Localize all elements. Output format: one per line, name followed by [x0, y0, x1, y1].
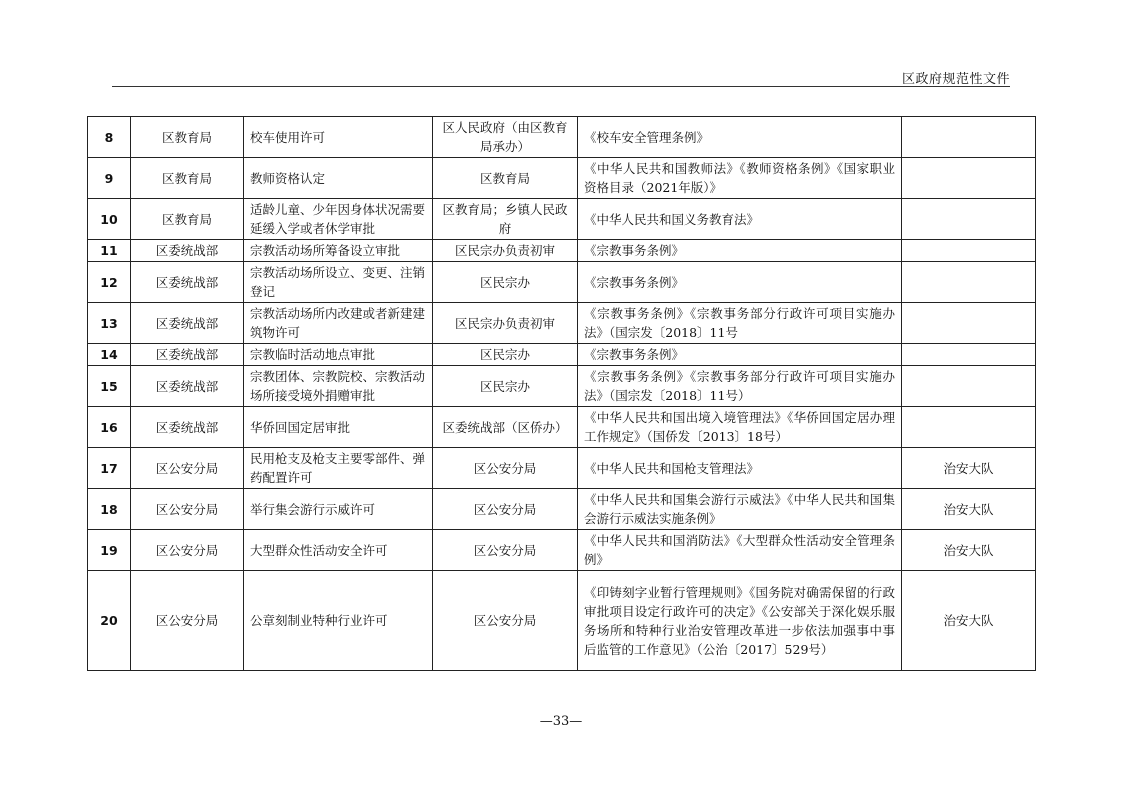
approval-authority-cell: 区民宗办: [433, 366, 578, 407]
permit-item-name-cell: 举行集会游行示威许可: [244, 489, 433, 530]
table-body: [88, 117, 1036, 671]
approval-authority-cell: 区民宗办负责初审: [433, 240, 578, 262]
remarks-cell: [902, 303, 1036, 344]
legal-basis-cell: 《印铸刻字业暂行管理规则》《国务院对确需保留的行政审批项目设定行政许可的决定》《公安部关于深化娱乐服务场所和特种行业治安管理改革进一步依法加强事中事后监管的工作意见》（公治〔2017〕529号）: [578, 571, 902, 671]
implementing-department-cell: 区委统战部: [131, 407, 244, 448]
permit-item-name-cell: 大型群众性活动安全许可: [244, 530, 433, 571]
remarks-cell: 治安大队: [902, 489, 1036, 530]
row-number-cell: 14: [88, 344, 131, 366]
permit-item-name-cell: 校车使用许可: [244, 117, 433, 158]
legal-basis-cell: 《中华人民共和国教师法》《教师资格条例》《国家职业资格目录（2021年版）》: [578, 158, 902, 199]
row-number-cell: 12: [88, 262, 131, 303]
implementing-department-cell: 区委统战部: [131, 262, 244, 303]
remarks-cell: [902, 199, 1036, 240]
permit-item-name-cell: 宗教活动场所内改建或者新建建筑物许可: [244, 303, 433, 344]
remarks-cell: [902, 240, 1036, 262]
header-divider: [112, 86, 1010, 87]
legal-basis-cell: 《宗教事务条例》《宗教事务部分行政许可项目实施办法》（国宗发〔2018〕11号: [578, 303, 902, 344]
remarks-cell: [902, 366, 1036, 407]
legal-basis-cell: 《中华人民共和国出境入境管理法》《华侨回国定居办理工作规定》（国侨发〔2013〕18号）: [578, 407, 902, 448]
table-row: [88, 199, 1036, 240]
row-number-cell: 13: [88, 303, 131, 344]
approval-authority-cell: 区民宗办负责初审: [433, 303, 578, 344]
permit-item-name-cell: 民用枪支及枪支主要零部件、弹药配置许可: [244, 448, 433, 489]
implementing-department-cell: 区委统战部: [131, 366, 244, 407]
legal-basis-cell: 《宗教事务条例》《宗教事务部分行政许可项目实施办法》（国宗发〔2018〕11号）: [578, 366, 902, 407]
row-number-cell: 16: [88, 407, 131, 448]
implementing-department-cell: 区委统战部: [131, 344, 244, 366]
row-number-cell: 10: [88, 199, 131, 240]
table-row: [88, 530, 1036, 571]
permit-item-name-cell: 适龄儿童、少年因身体状况需要延缓入学或者休学审批: [244, 199, 433, 240]
remarks-cell: [902, 158, 1036, 199]
document-header-title: 区政府规范性文件: [901, 72, 1010, 87]
approval-authority-cell: 区教育局；乡镇人民政府: [433, 199, 578, 240]
permit-item-name-cell: 公章刻制业特种行业许可: [244, 571, 433, 671]
permit-item-name-cell: 华侨回国定居审批: [244, 407, 433, 448]
table-row: [88, 117, 1036, 158]
legal-basis-cell: 《中华人民共和国消防法》《大型群众性活动安全管理条例》: [578, 530, 902, 571]
implementing-department-cell: 区委统战部: [131, 303, 244, 344]
remarks-cell: [902, 407, 1036, 448]
table-row: [88, 448, 1036, 489]
approval-authority-cell: 区人民政府（由区教育局承办）: [433, 117, 578, 158]
permit-item-name-cell: 宗教活动场所筹备设立审批: [244, 240, 433, 262]
permit-item-name-cell: 宗教团体、宗教院校、宗教活动场所接受境外捐赠审批: [244, 366, 433, 407]
table-row: [88, 571, 1036, 671]
approval-authority-cell: 区公安分局: [433, 530, 578, 571]
implementing-department-cell: 区委统战部: [131, 240, 244, 262]
approval-authority-cell: 区民宗办: [433, 262, 578, 303]
row-number-cell: 19: [88, 530, 131, 571]
table-row: [88, 158, 1036, 199]
implementing-department-cell: 区教育局: [131, 199, 244, 240]
row-number-cell: 17: [88, 448, 131, 489]
remarks-cell: [902, 117, 1036, 158]
table-row: [88, 240, 1036, 262]
row-number-cell: 20: [88, 571, 131, 671]
implementing-department-cell: 区教育局: [131, 117, 244, 158]
remarks-cell: 治安大队: [902, 530, 1036, 571]
implementing-department-cell: 区公安分局: [131, 530, 244, 571]
implementing-department-cell: 区教育局: [131, 158, 244, 199]
remarks-cell: 治安大队: [902, 571, 1036, 671]
permit-item-name-cell: 宗教临时活动地点审批: [244, 344, 433, 366]
permit-item-name-cell: 宗教活动场所设立、变更、注销登记: [244, 262, 433, 303]
legal-basis-cell: 《宗教事务条例》: [578, 262, 902, 303]
table-row: [88, 489, 1036, 530]
approval-authority-cell: 区民宗办: [433, 344, 578, 366]
legal-basis-cell: 《宗教事务条例》: [578, 240, 902, 262]
legal-basis-cell: 《中华人民共和国集会游行示威法》《中华人民共和国集会游行示威法实施条例》: [578, 489, 902, 530]
implementing-department-cell: 区公安分局: [131, 571, 244, 671]
licensing-items-table: [87, 116, 1036, 671]
page-number: —33—: [539, 714, 583, 729]
permit-item-name-cell: 教师资格认定: [244, 158, 433, 199]
row-number-cell: 15: [88, 366, 131, 407]
legal-basis-cell: 《中华人民共和国枪支管理法》: [578, 448, 902, 489]
legal-basis-cell: 《中华人民共和国义务教育法》: [578, 199, 902, 240]
approval-authority-cell: 区公安分局: [433, 571, 578, 671]
approval-authority-cell: 区教育局: [433, 158, 578, 199]
legal-basis-cell: 《校车安全管理条例》: [578, 117, 902, 158]
approval-authority-cell: 区委统战部（区侨办）: [433, 407, 578, 448]
approval-authority-cell: 区公安分局: [433, 489, 578, 530]
remarks-cell: [902, 344, 1036, 366]
row-number-cell: 8: [88, 117, 131, 158]
remarks-cell: [902, 262, 1036, 303]
remarks-cell: 治安大队: [902, 448, 1036, 489]
implementing-department-cell: 区公安分局: [131, 489, 244, 530]
table-row: [88, 407, 1036, 448]
row-number-cell: 11: [88, 240, 131, 262]
table-row: [88, 262, 1036, 303]
legal-basis-cell: 《宗教事务条例》: [578, 344, 902, 366]
table-row: [88, 344, 1036, 366]
row-number-cell: 9: [88, 158, 131, 199]
implementing-department-cell: 区公安分局: [131, 448, 244, 489]
table-row: [88, 366, 1036, 407]
row-number-cell: 18: [88, 489, 131, 530]
approval-authority-cell: 区公安分局: [433, 448, 578, 489]
table-row: [88, 303, 1036, 344]
